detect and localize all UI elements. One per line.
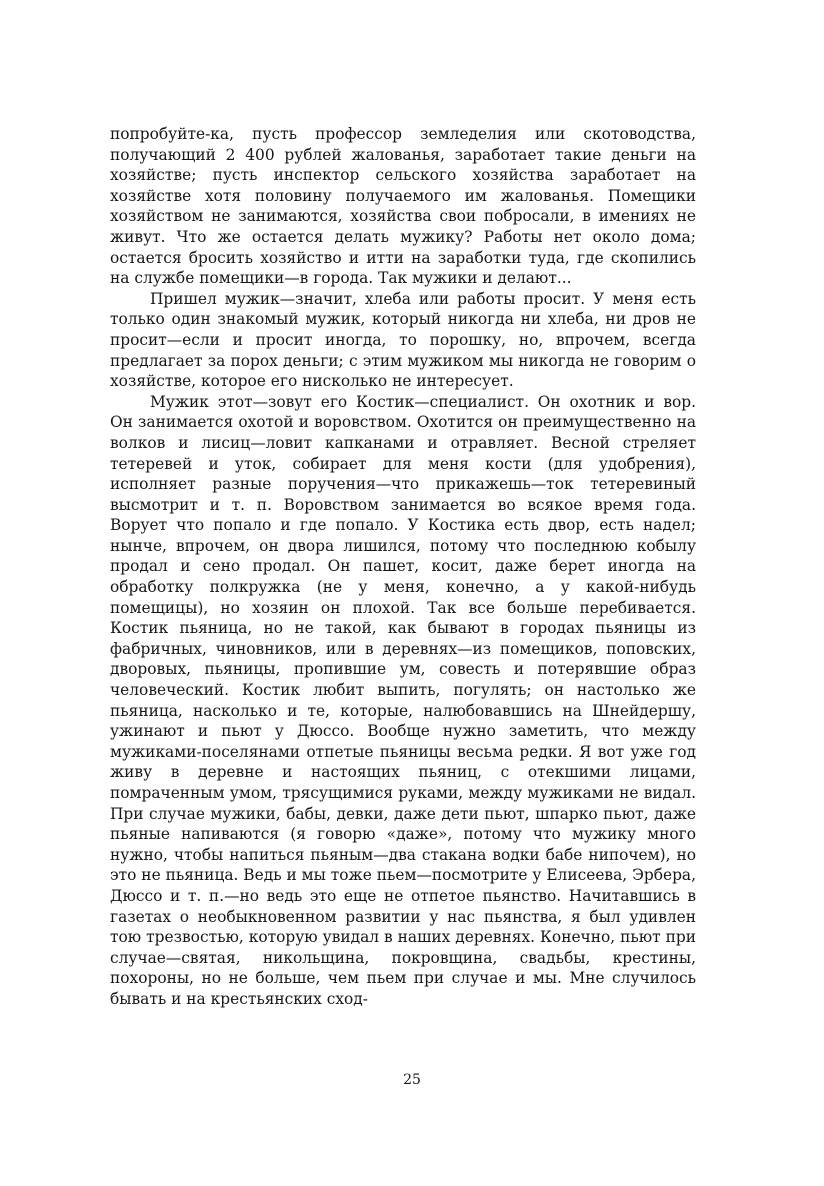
page-number: 25 — [403, 1072, 421, 1088]
paragraph-2: Пришел мужик—значит, хлеба или работы просит. У меня есть только один знакомый мужик, который никогда ни хлеба, ни дров не просит—если и просит иногда, то порошку, но, впрочем, всегда предлагает за порох деньги; с этим мужиком мы никогда не говорим о хозяйстве, которое его нисколько не интересует. — [110, 289, 696, 391]
page-text-body — [110, 124, 696, 1010]
paragraph-3: Мужик этот—зовут его Костик—специалист. Он охотник и вор. Он занимается охотой и воровством. Охотится он преимущественно на волков и лисиц—ловит капканами и отравляет. Весной стреляет тетеревей и уток, собирает для меня кости (для удобрения), исполняет разные поручения—что прикажешь—ток тетеревиный высмотрит и т. п. Воровством занимается во всякое время года. Ворует что попало и где попало. У Костика есть двор, есть надел; нынче, впрочем, он двора лишился, потому что последнюю кобылу продал и сено продал. Он пашет, косит, даже берет иногда на обработку полкружка (не у меня, конечно, а у какой-нибудь помещицы), но хозяин он плохой. Так все больше перебивается. Костик пьяница, но не такой, как бывают в городах пьяницы из фабричных, чиновников, или в деревнях—из помещиков, поповских, дворовых, пьяницы, пропившие ум, совесть и потерявшие образ человеческий. Костик любит выпить, погулять; он настолько же пьяница, насколько и те, которые, налюбовавшись на Шнейдершу, ужинают и пьют у Дюссо. Вообще нужно заметить, что между мужиками-поселянами отпетые пьяницы весьма редки. Я вот уже год живу в деревне и настоящих пьяниц, с отекшими лицами, помраченным умом, трясущимися руками, между мужиками не видал. При случае мужики, бабы, девки, даже дети пьют, шпарко пьют, даже пьяные напиваются (я говорю «даже», потому что мужику много нужно, чтобы напиться пьяным—два стакана водки бабе нипочем), но это не пьяница. Ведь и мы тоже пьем—посмотрите у Елисеева, Эрбера, Дюссо и т. п.—но ведь это еще не отпетое пьянство. Начитавшись в газетах о необыкновенном развитии у нас пьянства, я был удивлен тою трезвостью, которую увидал в наших деревнях. Конечно, пьют при случае—святая, никольщина, покровщина, свадьбы, крестины, похороны, но не больше, чем пьем при случае и мы. Мне случилось бывать и на крестьянских сход- — [110, 392, 696, 1008]
paragraph-1: попробуйте-ка, пусть профессор земледелия или скотоводства, получающий 2 400 рублей жалованья, заработает такие деньги на хозяйстве; пусть инспектор сельского хозяйства заработает на хозяйстве хотя половину получаемого им жалованья. Помещики хозяйством не занимаются, хозяйства свои побросали, в имениях не живут. Что же остается делать мужику? Работы нет около дома; остается бросить хозяйство и итти на заработки туда, где скопились на службе помещики—в города. Так мужики и делают... — [110, 125, 696, 288]
